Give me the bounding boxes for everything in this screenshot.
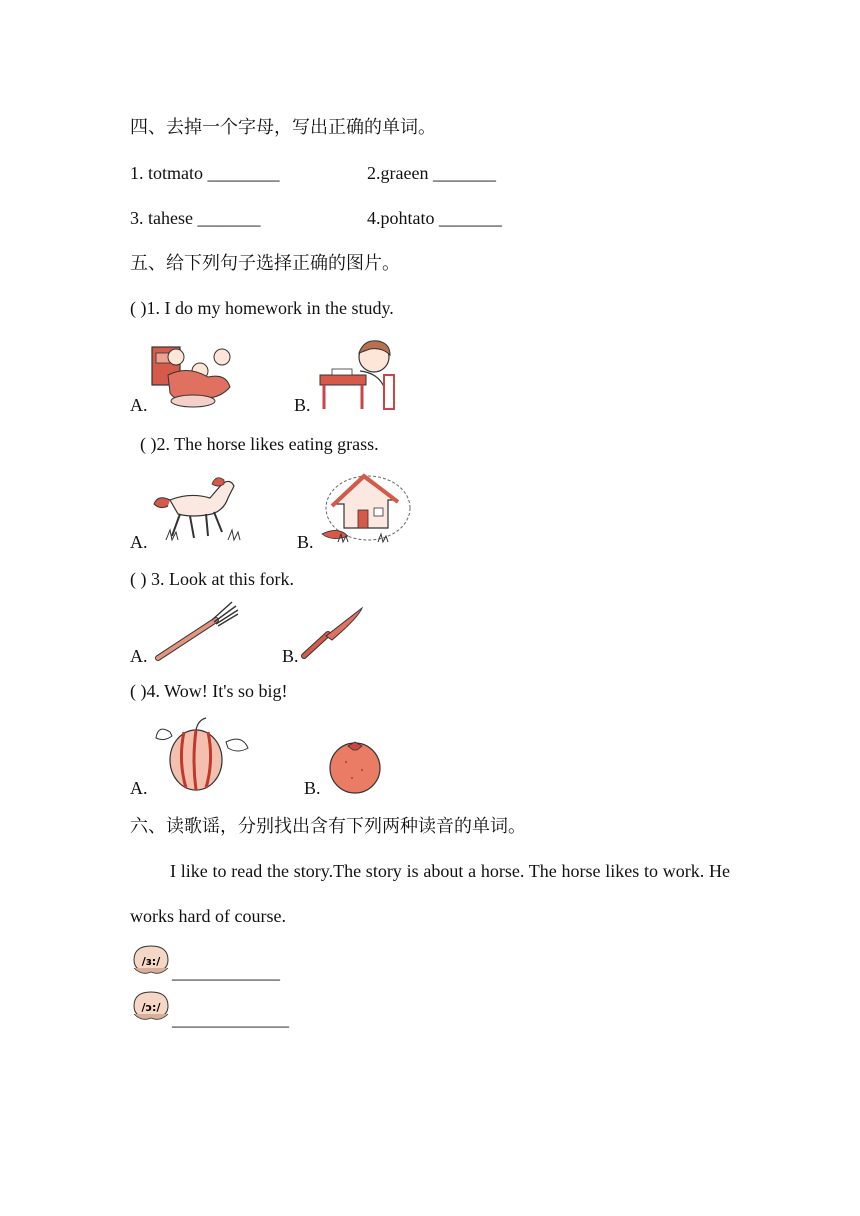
- horse-image: [150, 470, 250, 550]
- watermelon-image: [150, 712, 252, 792]
- sound-2-answer-blank[interactable]: _____________: [172, 1009, 289, 1029]
- sound-1-answer-blank[interactable]: ____________: [172, 962, 280, 982]
- item-2: 2.graeen _______: [367, 163, 496, 183]
- peach-sound-er-icon: [130, 942, 172, 981]
- peach-sound-or-icon: [130, 988, 172, 1027]
- q3-option-a-label: A.: [130, 646, 148, 666]
- section-5-title: 五、给下列句子选择正确的图片。: [130, 253, 400, 273]
- question-4: ( )4. Wow! It's so big!: [130, 681, 288, 701]
- section-6-title: 六、读歌谣，分别找出含有下列两种读音的单词。: [130, 816, 526, 836]
- boy-studying-image: [318, 335, 398, 411]
- q2-option-b-label: B.: [297, 532, 314, 552]
- q1-option-b-label: B.: [294, 395, 311, 415]
- question-3: ( ) 3. Look at this fork.: [130, 569, 294, 589]
- orange-image: [326, 740, 384, 794]
- section-4-title: 四、去掉一个字母，写出正确的单词。: [130, 117, 436, 137]
- item-3: 3. tahese _______: [130, 208, 261, 228]
- q4-option-b-label: B.: [304, 778, 321, 798]
- q1-option-a-label: A.: [130, 395, 148, 415]
- q3-option-b-label: B.: [282, 646, 299, 666]
- question-1: ( )1. I do my homework in the study.: [130, 298, 394, 318]
- svg-text:/ɔ:/: /ɔ:/: [141, 1001, 161, 1014]
- item-4: 4.pohtato _______: [367, 208, 502, 228]
- q4-option-a-label: A.: [130, 778, 148, 798]
- q2-option-a-label: A.: [130, 532, 148, 552]
- knife-image: [298, 604, 368, 662]
- children-playing-image: [148, 335, 233, 410]
- svg-text:/ɜ:/: /ɜ:/: [141, 955, 161, 968]
- house-image: [318, 470, 413, 550]
- chant-paragraph: I like to read the story.The story is about a horse. The horse likes to work. He works hard of course.: [130, 861, 730, 926]
- fork-image: [150, 600, 240, 664]
- question-2: ( )2. The horse likes eating grass.: [140, 434, 379, 454]
- item-1: 1. totmato ________: [130, 163, 280, 183]
